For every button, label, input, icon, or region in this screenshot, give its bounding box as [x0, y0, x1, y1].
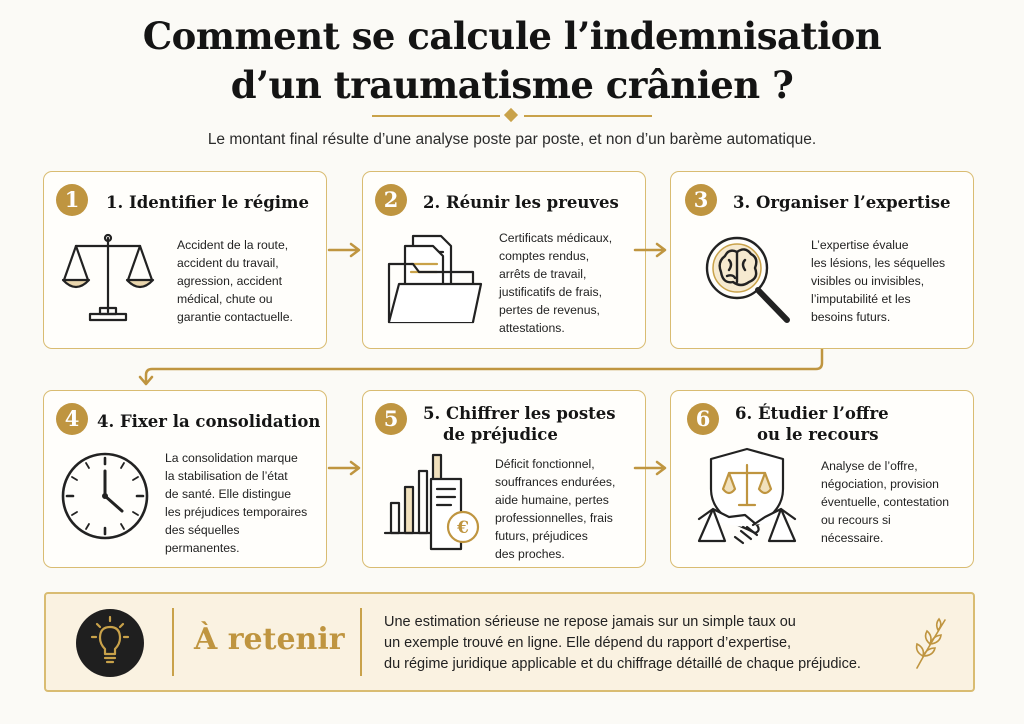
step-number-badge: 3 — [685, 184, 717, 216]
scales-icon — [60, 230, 156, 326]
laurel-leaf-icon — [911, 616, 951, 672]
arrow-right-icon — [327, 241, 363, 259]
step-description: Accident de la route, accident du travail, agression, accident médical, chute ou garantie contactuelle. — [177, 238, 293, 324]
step-title: 6. Étudier l’offre ou le recours — [735, 404, 889, 444]
step-card-3 — [670, 171, 974, 349]
chart-euro-icon — [383, 449, 483, 553]
page-title-line-1: Comment se calcule l’indemnisation — [142, 14, 882, 58]
takeaway-box — [44, 592, 975, 692]
step-title: 4. Fixer la consolidation — [97, 412, 321, 431]
step-description: L’expertise évalue les lésions, les séquelles visibles ou invisibles, l’imputabilité et les besoins futurs. — [811, 238, 946, 324]
separator — [172, 608, 174, 676]
subtitle: Le montant final résulte d’une analyse poste par poste, et non d’un barème automatique. — [207, 131, 817, 148]
takeaway-text: Une estimation sérieuse ne repose jamais sur un simple taux ou un exemple trouvé en ligne. Elle dépend du rapport d’expertise, du régime juridique applicable et du chiffrage détaillé de chaque préjudice. — [384, 614, 861, 672]
step-number-badge: 1 — [56, 184, 88, 216]
step-card-4 — [43, 390, 327, 568]
page-title-line-2: d’un traumatisme crânien ? — [230, 63, 794, 107]
arrow-right-icon — [633, 459, 669, 477]
connector-arrow — [136, 349, 836, 389]
arrow-right-icon — [327, 459, 363, 477]
arrow-right-icon — [633, 241, 669, 259]
step-card-5 — [362, 390, 646, 568]
step-title: 2. Réunir les preuves — [423, 193, 619, 212]
folder-documents-icon — [383, 230, 483, 326]
separator — [360, 608, 362, 676]
step-title: 5. Chiffrer les postes de préjudice — [423, 404, 616, 444]
brain-magnifier-icon — [699, 232, 799, 328]
page-title — [0, 12, 1024, 110]
lightbulb-icon — [76, 609, 144, 677]
step-number-badge: 2 — [375, 184, 407, 216]
step-description: Déficit fonctionnel, souffrances endurées, aide humaine, pertes professionnelles, frais futurs, préjudices des proches. — [495, 457, 616, 561]
step-title: 1. Identifier le régime — [106, 193, 310, 212]
step-number-badge: 5 — [375, 403, 407, 435]
title-divider — [372, 108, 652, 122]
takeaway-title: À retenir — [194, 622, 345, 657]
shield-handshake-icon — [695, 445, 799, 557]
step-card-1 — [43, 171, 327, 349]
step-number-badge: 6 — [687, 403, 719, 435]
step-card-6 — [670, 390, 974, 568]
step-card-2 — [362, 171, 646, 349]
step-number-badge: 4 — [56, 403, 88, 435]
step-description: Certificats médicaux, comptes rendus, arrêts de travail, justificatifs de frais, pertes de revenus, attestations. — [499, 231, 613, 335]
clock-icon — [58, 449, 152, 543]
svg-text:€: € — [457, 518, 469, 538]
step-description: La consolidation marque la stabilisation de l’état de santé. Elle distingue les préjudices temporaires des séquelles permanentes. — [165, 451, 308, 555]
step-title: 3. Organiser l’expertise — [733, 193, 951, 212]
step-description: Analyse de l’offre, négociation, provision éventuelle, contestation ou recours si nécessaire. — [821, 459, 950, 545]
